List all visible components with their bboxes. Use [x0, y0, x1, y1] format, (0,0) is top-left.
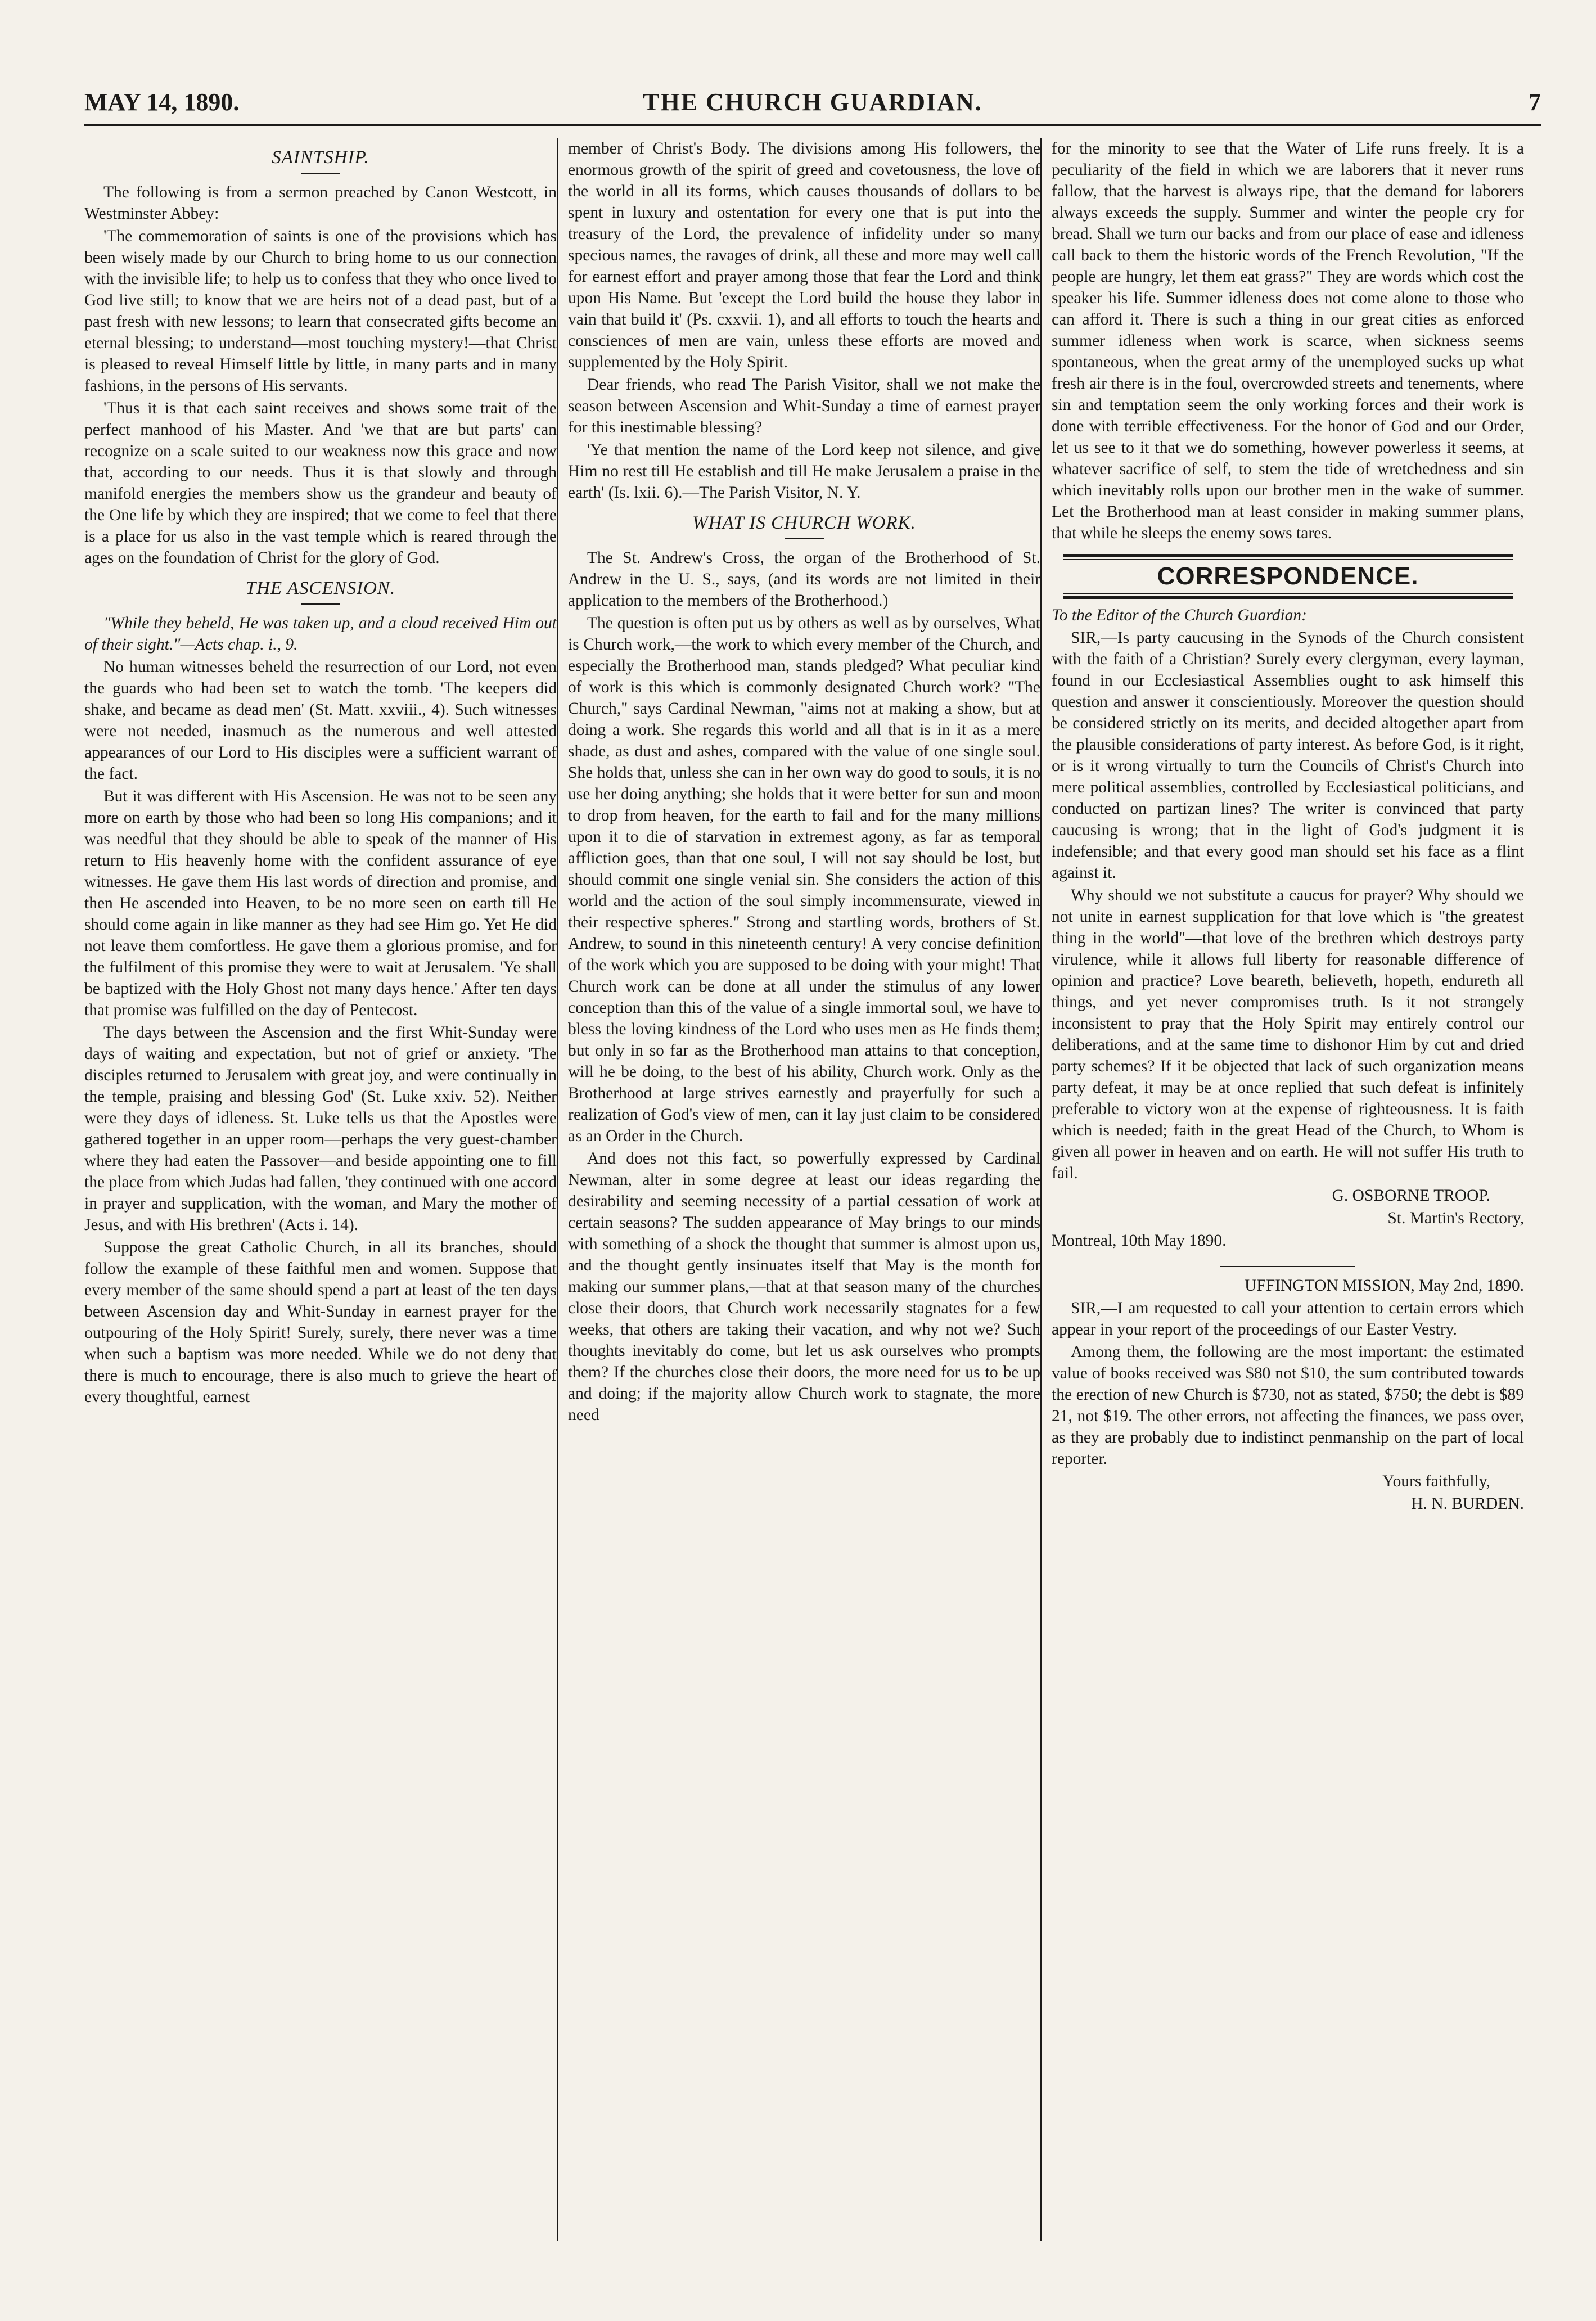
letter-paragraph: SIR,—Is party caucusing in the Synods of the Church consistent with the faith of a Christian? Surely every clergyman, every layman, found in our Ecclesiastical Assemblies ought to ask himself this question and answer it conscientiously. Moreover the question should be considered strictly on its merits, and decided altogether apart from the plausible considerations of party interest. As before God, is it right, or is it wrong virtually to turn the Councils of Christ's Church into mere political assemblies, controlled by Ecclesiastical politicians, and conducted on partizan lines? The writer is convinced that party caucusing is wrong; that in the light of God's judgment it is indefensible; and that every good man should set his face as a flint against it. — [1052, 629, 1524, 882]
ascension-paragraph: But it was different with His Ascension. He was not to be seen any more on earth by those who had been so long His companions; and it was needful that they should be able to speak of the manner of His return to His heavenly home with the confident assurance of eye witnesses. He gave them His last words of direction and promise, and then He ascended into Heaven, to be no more seen on earth till He should come again in like manner as they had see Him go. Yet He did not leave them comfortless. He gave them a glorious promise, and for the fulfilment of this promise they were to wait at Jerusalem. 'Ye shall be baptized with the Holy Ghost not many days hence.' After ten days that promise was fulfilled on the day of Pentecost. — [84, 787, 557, 1019]
heading-rule — [301, 173, 340, 174]
issue-date: MAY 14, 1890. — [84, 88, 240, 116]
letter-closing: Yours faithfully, — [1382, 1472, 1490, 1490]
church-work-paragraph: The St. Andrew's Cross, the organ of the Brotherhood of St. Andrew in the U. S., says, (and its words are not limited in their application to the members of the Brotherhood.) — [568, 549, 1040, 610]
saintship-paragraph: 'Thus it is that each saint receives and shows some trait of the perfect manhood of his Master. And 'we that are but parts' can recognize on a scale suited to our weakness now this grace and now that, according to our needs. Thus it is that slowly and through manifold energies the members show us the grandeur and beauty of the One life by which they are inspired; that we come to feel that there is a place for us also in the vast temple which is reared through the ages on the foundation of Christ for the glory of God. — [84, 399, 557, 567]
letter-place-date: Montreal, 10th May 1890. — [1052, 1232, 1227, 1250]
ascension-paragraph: The days between the Ascension and the first Whit-Sunday were days of waiting and expectation, but not of grief or anxiety. 'The disciples returned to Jerusalem with great joy, and were continually in the temple, praising and blessing God' (St. Luke xxiv. 52). Neither were they days of idleness. St. Luke tells us that the Apostles were gathered together in an upper room—perhaps the very guest-chamber where they had eaten the Passover—and beside appointing one to fill the place from which Judas had fallen, 'they continued with one accord in prayer and supplication, with the woman, and Mary the mother of Jesus, and with His brethren' (Acts i. 14). — [84, 1024, 557, 1234]
saintship-heading: SAINTSHIP. — [272, 147, 369, 168]
column-divider — [1040, 138, 1042, 2241]
column-divider — [557, 138, 558, 2241]
letter-signature: G. OSBORNE TROOP. — [1332, 1187, 1490, 1205]
letter-separator — [1220, 1266, 1355, 1267]
ascension-epigraph: "While they beheld, He was taken up, and a cloud received Him out of their sight."—Acts chap. i., 9. — [84, 614, 557, 654]
letter-paragraph: Among them, the following are the most important: the estimated value of books received was $80 not $10, the sum contributed towards the erection of new Church is $730, not as stated, $750; the debt is $89 21, not $19. The other errors, not affecting the finances, we pass over, as they are probably due to indistinct penmanship on the part of local reporter. — [1052, 1343, 1524, 1468]
church-work-heading: WHAT IS CHURCH WORK. — [692, 513, 916, 533]
banner-rule — [1063, 559, 1513, 560]
ascension-paragraph: Suppose the great Catholic Church, in all its branches, should follow the example of these faithful men and women. Suppose that every member of the same should spend a part at least of the ten days between Ascension day and Whit-Sunday in earnest prayer for the outpouring of the Holy Spirit! Surely, surely, there never was a time when such a baptism was more needed. While we do not deny that there is much to encourage, there is also much to grieve the heart of every thoughtful, earnest — [84, 1238, 557, 1406]
ascension-paragraph: No human witnesses beheld the resurrection of our Lord, not even the guards who had been set to watch the tomb. 'The keepers did shake, and became as dead men' (St. Matt. xxviii., 4). Such witnesses were not needed, inasmuch as the numerous and well attested appearances of our Lord to His disciples were a sufficient warrant of the fact. — [84, 658, 557, 783]
page-number: 7 — [1529, 88, 1541, 116]
editor-salutation: To the Editor of the Church Guardian: — [1052, 606, 1307, 624]
letter-paragraph: Why should we not substitute a caucus for prayer? Why should we not unite in earnest supplication for that love which is "the greatest thing in the world"—that love of the brethren which destroys party virulence, while it allows full liberty for reasonable difference of opinion and practice? Love beareth, believeth, hopeth, endureth all things, and yet never compromises truth. Is it not strangely inconsistent to pray that the Holy Spirit may entirely control our deliberations, and at the same time to dishonor Him by cut and dried party schemes? If it be objected that lack of such organization means party defeat, it may be at once replied that such defeat is infinitely preferable to victory won at the expense of righteousness. It is faith which is needed; faith in the great Head of the Church, to Whom is given all power in heaven and on earth. He will not suffer His truth to fail. — [1052, 886, 1524, 1182]
church-work-paragraph: for the minority to see that the Water of Life runs freely. It is a peculiarity of the field in which we are laborers that it never runs fallow, that the harvest is always ripe, that the demand for laborers always exceeds the supply. Summer and winter the people cry for bread. Shall we turn our backs and from our place of ease and idleness call back to them the historic words of the French Revolution, "If the people are hungry, let them eat grass?" They are words which cost the speaker his life. Summer idleness does not come alone to those who can afford it. There is such a thing in our great cities as enforced summer idleness when work is scarce, when sickness seems spontaneous, when the great army of the unemployed sucks up what fresh air there is in the foul, overcrowded streets and tenements, where sin and temptation seem the only working forces and their work is done with terrible effectiveness. For the honor of God and our Order, let us see to it that we do something, however powerless it seems, at whatever sacrifice of self, to stem the tide of wretchedness and sin which inevitably rolls upon our brother men in the wake of summer. Let the Brotherhood man at least consider in making summer plans, that while he sleeps the enemy sows tares. — [1052, 139, 1524, 542]
correspondence-heading: CORRESPONDENCE. — [1157, 562, 1419, 590]
letter-signature: H. N. BURDEN. — [1411, 1495, 1524, 1513]
ascension-paragraph: member of Christ's Body. The divisions among His followers, the enormous growth of the spirit of greed and covetousness, the love of the world in all its forms, which causes thousands of dollars to be spent in luxury and ostentation for every one that is put into the treasury of the Lord, the prevalence of infidelity under so many specious names, the ravages of drink, all these and more may well call for earnest effort and prayer among those that fear the Lord and think upon His Name. But 'except the Lord build the house they labor in vain that build it' (Ps. cxxvii. 1), and all efforts to touch the hearts and consciences of men are vain, unless these efforts are moved and supplemented by the Holy Spirit. — [568, 139, 1040, 371]
heading-rule — [301, 603, 340, 605]
page-header — [84, 84, 1541, 126]
church-work-paragraph: The question is often put us by others as well as by ourselves, What is Church work,—the work to which every member of the Church, and especially the Brotherhood man, stands pledged? What peculiar kind of work is this which is commonly designated Church work? "The Church," says Cardinal Newman, "aims not at making a show, but at doing a work. She regards this world and all that is in it as a mere shade, as dust and ashes, compared with the value of one single soul. She holds that, unless she can in her own way do good to souls, it is no use her doing anything; she holds that it were better for sun and moon to drop from heaven, for the earth to fail and for the many millions upon it to die of starvation in extremest agony, as far as temporal affliction goes, than that one soul, I will not say should be lost, but should commit one single venial sin. She considers the action of this world and the action of the soul simply incommensurate, viewed in their respective spheres." Strong and startling words, brothers of St. Andrew, to sound in this nineteenth century! A very concise definition of the work which you are supposed to be doing with your might! That Church work can be done at all under the stimulus of any lower conception than this of the value of a single immortal soul, we have to bless the loving kindness of the Lord who uses men as He finds them; but only in so far as the Brotherhood man attains to that conception, will he be doing, to the best of his ability, Church work. Only as the Brotherhood at large strives earnestly and prayerfully for such a realization of God's view of men, can it lay just claim to be considered as an Order in the Church. — [568, 614, 1040, 1145]
heading-rule — [785, 538, 824, 539]
letter-paragraph: SIR,—I am requested to call your attention to certain errors which appear in your report of the proceedings of our Easter Vestry. — [1052, 1299, 1524, 1338]
banner-rule — [1063, 596, 1513, 599]
masthead-title: THE CHURCH GUARDIAN. — [643, 88, 982, 116]
church-work-paragraph: And does not this fact, so powerfully expressed by Cardinal Newman, alter in some degree at least our ideas regarding the desirability and seeming necessity of a partial cessation of work at certain seasons? The sudden appearance of May brings to our minds with something of a shock the thought that summer is almost upon us, and the thought gently insinuates itself that May is the month for making our summer plans,—that at that season many of the churches close their doors, that Church work necessarily stagnates for a few weeks, that others are taking their vacation, and why not we? Such thoughts inevitably do come, but let us ask ourselves who prompts them? If the churches close their doors, the more need for us to be up and doing; if the majority allow Church work to stagnate, the more need — [568, 1150, 1040, 1424]
ascension-paragraph: Dear friends, who read The Parish Visitor, shall we not make the season between Ascension and Whit-Sunday a time of earnest prayer for this inestimable blessing? — [568, 376, 1040, 436]
banner-rule — [1063, 593, 1513, 594]
correspondence-banner — [1052, 554, 1524, 599]
letter-address: St. Martin's Rectory, — [1387, 1209, 1524, 1227]
ascension-heading: THE ASCENSION. — [245, 578, 396, 598]
saintship-intro: The following is from a sermon preached by Canon Westcott, in Westminster Abbey: — [84, 183, 557, 223]
letter-dateline: UFFINGTON MISSION, May 2nd, 1890. — [1245, 1277, 1524, 1295]
banner-rule — [1063, 554, 1513, 557]
column-1 — [84, 138, 557, 2241]
column-3 — [1052, 138, 1524, 2241]
saintship-paragraph: 'The commemoration of saints is one of the provisions which has been wisely made by our Church to bring home to us our connection with the invisible life; to help us to confess that they who once lived to God live still; to know that we are heirs not of a dead past, but of a past fresh with new lessons; to learn that consecrated gifts become an eternal blessing; to understand—most touching mystery!—that Christ is pleased to reveal Himself little by little, in many parts and in many fashions, in the persons of His servants. — [84, 227, 557, 395]
ascension-paragraph: 'Ye that mention the name of the Lord keep not silence, and give Him no rest till He establish and till He make Jerusalem a praise in the earth' (Is. lxii. 6).—The Parish Visitor, N. Y. — [568, 441, 1040, 502]
column-2 — [568, 138, 1040, 2241]
